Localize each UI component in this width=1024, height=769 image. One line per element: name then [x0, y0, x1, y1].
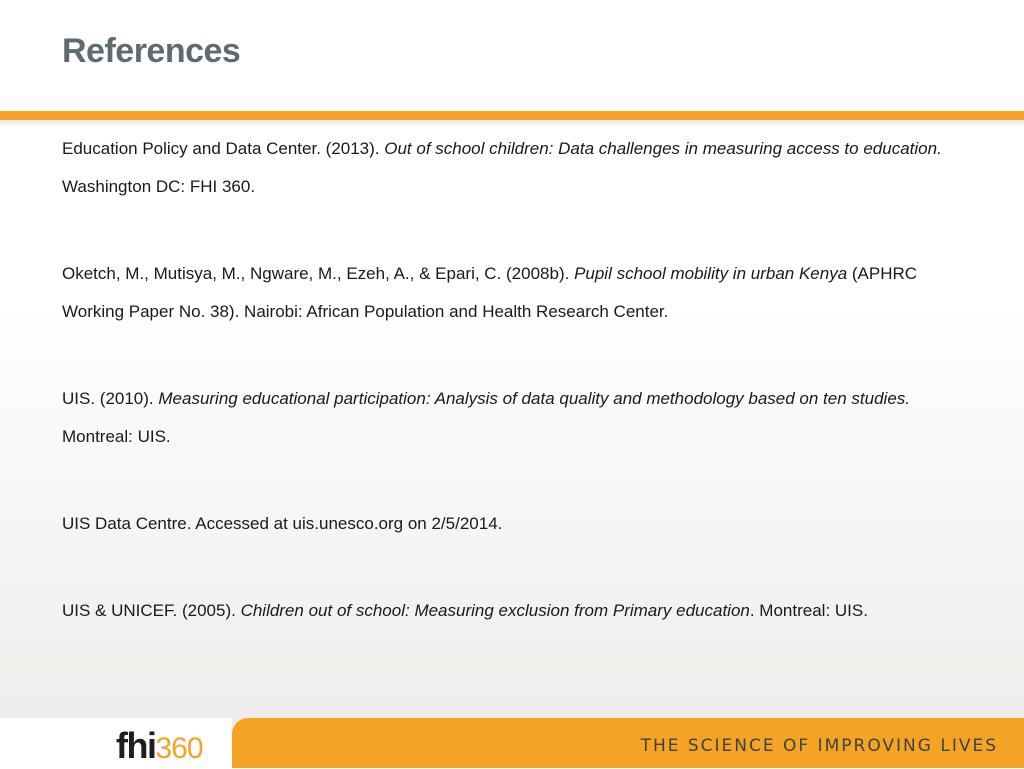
reference-publisher: Washington DC: FHI 360. — [62, 177, 256, 196]
title-divider-shadow — [0, 120, 1024, 126]
reference-entry — [62, 255, 972, 331]
title-divider — [0, 111, 1024, 120]
reference-publisher: (APHRC Working Paper No. 38). Nairobi: African Population and Health Research Center. — [62, 264, 918, 321]
logo-fhi-text: fhi — [116, 725, 156, 766]
reference-work-title: Pupil school mobility in urban Kenya — [574, 264, 848, 283]
reference-entry — [62, 505, 972, 543]
reference-work-title: Out of school children: Data challenges in measuring access to education. — [384, 139, 942, 158]
reference-entry — [62, 130, 972, 206]
reference-publisher: . Montreal: UIS. — [749, 601, 868, 620]
reference-author-year: UIS Data Centre. Accessed at uis.unesco.org on 2/5/2014. — [62, 514, 503, 533]
reference-list — [62, 130, 972, 630]
reference-entry — [62, 592, 972, 630]
reference-author-year: UIS & UNICEF. (2005). — [62, 601, 241, 620]
slide-title: References — [62, 32, 241, 70]
footer-band — [232, 718, 1024, 768]
fhi360-logo — [116, 726, 203, 769]
reference-author-year: UIS. (2010). — [62, 389, 159, 408]
footer-logo-panel — [0, 718, 232, 768]
reference-work-title: Children out of school: Measuring exclusion from Primary education — [240, 601, 750, 620]
footer — [0, 718, 1024, 768]
reference-entry — [62, 380, 972, 456]
footer-tagline: THE SCIENCE OF IMPROVING LIVES — [640, 736, 998, 756]
reference-work-title: Measuring educational participation: Analysis of data quality and methodology based on ten studies. — [158, 389, 911, 408]
logo-360-text: 360 — [155, 732, 203, 765]
reference-author-year: Oketch, M., Mutisya, M., Ngware, M., Ezeh, A., & Epari, C. (2008b). — [62, 264, 575, 283]
reference-author-year: Education Policy and Data Center. (2013). — [62, 139, 385, 158]
reference-publisher: Montreal: UIS. — [62, 427, 171, 446]
